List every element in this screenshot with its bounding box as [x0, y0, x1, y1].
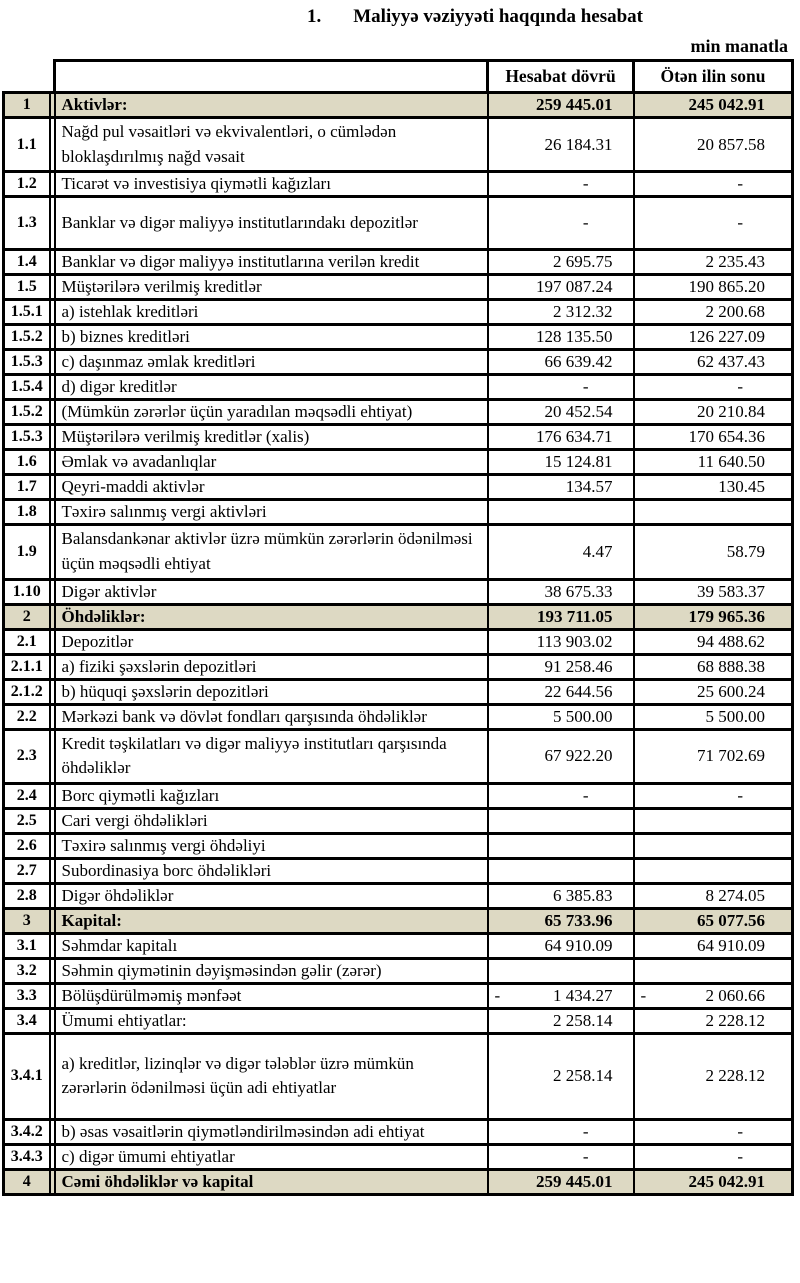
- table-row: [4, 629, 793, 654]
- value-period-cell: 2 258.14: [488, 1033, 634, 1119]
- row-number-cell: 1.1: [4, 118, 50, 172]
- column-header-period: Hesabat dövrü: [488, 61, 634, 93]
- value-period-cell: 15 124.81: [488, 450, 634, 475]
- value-period-cell: 134.57: [488, 475, 634, 500]
- value-period-cell: 20 452.54: [488, 400, 634, 425]
- row-label-cell: Ümumi ehtiyatlar:: [55, 1008, 488, 1033]
- row-number-cell: 1.5.3: [4, 425, 50, 450]
- table-row: [4, 1169, 793, 1194]
- row-label-cell: Təxirə salınmış vergi öhdəliyi: [55, 833, 488, 858]
- header-empty-number-cell: [4, 61, 50, 93]
- row-number-cell: 2.5: [4, 808, 50, 833]
- value-period-cell: 259 445.01: [488, 93, 634, 118]
- table-body: [4, 93, 793, 1195]
- table-row: [4, 450, 793, 475]
- table-row: [4, 1033, 793, 1119]
- value-period-cell: 193 711.05: [488, 604, 634, 629]
- value-prior-cell: [634, 858, 793, 883]
- row-number-cell: 1.9: [4, 525, 50, 579]
- row-number-cell: 1.7: [4, 475, 50, 500]
- row-number-cell: 1.5.1: [4, 300, 50, 325]
- value-prior-cell: 62 437.43: [634, 350, 793, 375]
- row-label-cell: Qeyri-maddi aktivlər: [55, 475, 488, 500]
- value-prior-cell: -: [634, 375, 793, 400]
- value-prior-cell: -: [634, 1144, 793, 1169]
- table-row: [4, 808, 793, 833]
- value-period-cell: 66 639.42: [488, 350, 634, 375]
- row-number-cell: 1.5.2: [4, 325, 50, 350]
- value-prior-cell: 39 583.37: [634, 579, 793, 604]
- value-period-cell: 176 634.71: [488, 425, 634, 450]
- table-row: [4, 983, 793, 1008]
- table-row: [4, 783, 793, 808]
- row-label-cell: Öhdəliklər:: [55, 604, 488, 629]
- value-period-cell: 2 312.32: [488, 300, 634, 325]
- row-number-cell: 2.1.1: [4, 654, 50, 679]
- value-period-cell: 38 675.33: [488, 579, 634, 604]
- value-prior-cell: 245 042.91: [634, 1169, 793, 1194]
- row-label-cell: Banklar və digər maliyyə institutlarındakı depozitlər: [55, 197, 488, 250]
- value-period-cell: [488, 500, 634, 525]
- value-prior-cell: 20 210.84: [634, 400, 793, 425]
- value-prior-cell: 5 500.00: [634, 704, 793, 729]
- row-label-cell: Səhmin qiymətinin dəyişməsindən gəlir (zərər): [55, 958, 488, 983]
- row-label-cell: b) biznes kreditləri: [55, 325, 488, 350]
- table-row: [4, 1119, 793, 1144]
- row-number-cell: 1.5.4: [4, 375, 50, 400]
- value-period-cell: -: [488, 172, 634, 197]
- table-row: [4, 908, 793, 933]
- table-row: [4, 325, 793, 350]
- row-number-cell: 2.1.2: [4, 679, 50, 704]
- table-row: [4, 475, 793, 500]
- row-number-cell: 2.4: [4, 783, 50, 808]
- row-label-cell: c) digər ümumi ehtiyatlar: [55, 1144, 488, 1169]
- value-prior-cell: 8 274.05: [634, 883, 793, 908]
- value-prior-cell: [634, 833, 793, 858]
- row-number-cell: 2.7: [4, 858, 50, 883]
- row-label-cell: Nağd pul vəsaitləri və ekvivalentləri, o cümlədən bloklaşdırılmış nağd vəsait: [55, 118, 488, 172]
- row-number-cell: 3.1: [4, 933, 50, 958]
- value-prior-cell: 179 965.36: [634, 604, 793, 629]
- negative-sign: -: [640, 985, 647, 1005]
- row-number-cell: 3.4: [4, 1008, 50, 1033]
- value-prior-cell: 190 865.20: [634, 275, 793, 300]
- value-period-cell: [488, 808, 634, 833]
- page-title: [0, 0, 800, 28]
- row-label-cell: Depozitlər: [55, 629, 488, 654]
- row-label-cell: Balansdankənar aktivlər üzrə mümkün zərərlərin ödənilməsi üçün məqsədli ehtiyat: [55, 525, 488, 579]
- table-row: [4, 525, 793, 579]
- row-number-cell: 1: [4, 93, 50, 118]
- table-row: [4, 425, 793, 450]
- row-number-cell: 1.5.3: [4, 350, 50, 375]
- row-label-cell: a) fiziki şəxslərin depozitləri: [55, 654, 488, 679]
- value-period-cell: 197 087.24: [488, 275, 634, 300]
- value-period-cell: 113 903.02: [488, 629, 634, 654]
- row-label-cell: b) hüquqi şəxslərin depozitləri: [55, 679, 488, 704]
- table-row: [4, 500, 793, 525]
- row-number-cell: 1.2: [4, 172, 50, 197]
- page-title-number: 1.: [306, 6, 322, 27]
- row-number-cell: 1.8: [4, 500, 50, 525]
- table-row: [4, 679, 793, 704]
- row-number-cell: 3.3: [4, 983, 50, 1008]
- table-row: [4, 1008, 793, 1033]
- value-prior-cell: 65 077.56: [634, 908, 793, 933]
- table-row: [4, 350, 793, 375]
- row-number-cell: 3.4.1: [4, 1033, 50, 1119]
- value-period-cell: 259 445.01: [488, 1169, 634, 1194]
- row-label-cell: Müştərilərə verilmiş kreditlər (xalis): [55, 425, 488, 450]
- row-label-cell: Səhmdar kapitalı: [55, 933, 488, 958]
- value-prior-cell: 94 488.62: [634, 629, 793, 654]
- row-number-cell: 3.2: [4, 958, 50, 983]
- row-label-cell: Cəmi öhdəliklər və kapital: [55, 1169, 488, 1194]
- financial-position-table: [2, 59, 794, 1196]
- table-row: [4, 933, 793, 958]
- table-row: [4, 118, 793, 172]
- row-label-cell: Digər öhdəliklər: [55, 883, 488, 908]
- value-period-cell: -: [488, 375, 634, 400]
- row-number-cell: 4: [4, 1169, 50, 1194]
- value-prior-cell: 245 042.91: [634, 93, 793, 118]
- value-prior-cell: 2 228.12: [634, 1008, 793, 1033]
- row-label-cell: Bölüşdürülməmiş mənfəət: [55, 983, 488, 1008]
- negative-sign: -: [494, 985, 501, 1005]
- value-prior-cell: 11 640.50: [634, 450, 793, 475]
- value-text: 1 434.27: [553, 985, 613, 1005]
- row-number-cell: 2.6: [4, 833, 50, 858]
- row-number-cell: 1.6: [4, 450, 50, 475]
- table-row: [4, 654, 793, 679]
- value-period-cell: [488, 858, 634, 883]
- table-row: [4, 400, 793, 425]
- row-label-cell: Digər aktivlər: [55, 579, 488, 604]
- value-prior-cell: 2 228.12: [634, 1033, 793, 1119]
- table-row: [4, 958, 793, 983]
- row-label-cell: Subordinasiya borc öhdəlikləri: [55, 858, 488, 883]
- row-label-cell: Kapital:: [55, 908, 488, 933]
- value-prior-cell: 2 200.68: [634, 300, 793, 325]
- value-text: 2 060.66: [705, 985, 765, 1005]
- table-row: [4, 275, 793, 300]
- row-label-cell: Borc qiymətli kağızları: [55, 783, 488, 808]
- value-prior-cell: [634, 983, 793, 1008]
- row-label-cell: Təxirə salınmış vergi aktivləri: [55, 500, 488, 525]
- value-period-cell: 2 695.75: [488, 250, 634, 275]
- row-number-cell: 1.5: [4, 275, 50, 300]
- value-period-cell: 2 258.14: [488, 1008, 634, 1033]
- table-row: [4, 604, 793, 629]
- value-period-cell: 22 644.56: [488, 679, 634, 704]
- value-period-cell: 4.47: [488, 525, 634, 579]
- row-number-cell: 1.3: [4, 197, 50, 250]
- value-period-cell: 64 910.09: [488, 933, 634, 958]
- row-label-cell: Cari vergi öhdəlikləri: [55, 808, 488, 833]
- table-header-row: [4, 61, 793, 93]
- value-prior-cell: 126 227.09: [634, 325, 793, 350]
- table-row: [4, 93, 793, 118]
- row-label-cell: a) kreditlər, lizinqlər və digər tələblər üzrə mümkün zərərlərin ödənilməsi üçün adi ehtiyatlar: [55, 1033, 488, 1119]
- row-number-cell: 3.4.3: [4, 1144, 50, 1169]
- value-period-cell: -: [488, 1144, 634, 1169]
- value-prior-cell: -: [634, 1119, 793, 1144]
- table-row: [4, 300, 793, 325]
- row-number-cell: 1.5.2: [4, 400, 50, 425]
- header-empty-label-cell: [55, 61, 488, 93]
- row-label-cell: Mərkəzi bank və dövlət fondları qarşısında öhdəliklər: [55, 704, 488, 729]
- value-prior-cell: -: [634, 783, 793, 808]
- value-period-cell: 67 922.20: [488, 729, 634, 783]
- unit-note: min manatla: [690, 36, 788, 56]
- table-row: [4, 1144, 793, 1169]
- value-prior-cell: -: [634, 172, 793, 197]
- value-prior-cell: 20 857.58: [634, 118, 793, 172]
- table-row: [4, 704, 793, 729]
- value-period-cell: 6 385.83: [488, 883, 634, 908]
- value-period-cell: -: [488, 783, 634, 808]
- value-period-cell: 65 733.96: [488, 908, 634, 933]
- table-row: [4, 172, 793, 197]
- value-prior-cell: 2 235.43: [634, 250, 793, 275]
- value-prior-cell: -: [634, 197, 793, 250]
- row-number-cell: 2: [4, 604, 50, 629]
- table-row: [4, 858, 793, 883]
- row-number-cell: 2.1: [4, 629, 50, 654]
- table-row: [4, 197, 793, 250]
- row-number-cell: 2.2: [4, 704, 50, 729]
- row-number-cell: 3.4.2: [4, 1119, 50, 1144]
- table-row: [4, 579, 793, 604]
- row-label-cell: d) digər kreditlər: [55, 375, 488, 400]
- value-period-cell: 91 258.46: [488, 654, 634, 679]
- value-prior-cell: 71 702.69: [634, 729, 793, 783]
- row-number-cell: 2.3: [4, 729, 50, 783]
- value-period-cell: [488, 958, 634, 983]
- table-row: [4, 729, 793, 783]
- value-prior-cell: 130.45: [634, 475, 793, 500]
- row-number-cell: 1.10: [4, 579, 50, 604]
- row-label-cell: Müştərilərə verilmiş kreditlər: [55, 275, 488, 300]
- row-label-cell: Kredit təşkilatları və digər maliyyə institutları qarşısında öhdəliklər: [55, 729, 488, 783]
- value-prior-cell: 25 600.24: [634, 679, 793, 704]
- value-prior-cell: 170 654.36: [634, 425, 793, 450]
- value-prior-cell: [634, 808, 793, 833]
- row-number-cell: 2.8: [4, 883, 50, 908]
- value-period-cell: -: [488, 197, 634, 250]
- value-period-cell: 26 184.31: [488, 118, 634, 172]
- row-label-cell: Aktivlər:: [55, 93, 488, 118]
- row-label-cell: c) daşınmaz əmlak kreditləri: [55, 350, 488, 375]
- table-row: [4, 250, 793, 275]
- value-prior-cell: [634, 500, 793, 525]
- value-period-cell: -: [488, 1119, 634, 1144]
- table-row: [4, 375, 793, 400]
- value-period-cell: 5 500.00: [488, 704, 634, 729]
- value-period-cell: [488, 833, 634, 858]
- value-prior-cell: 64 910.09: [634, 933, 793, 958]
- row-label-cell: (Mümkün zərərlər üçün yaradılan məqsədli ehtiyat): [55, 400, 488, 425]
- column-header-prior: Ötən ilin sonu: [634, 61, 793, 93]
- row-label-cell: Banklar və digər maliyyə institutlarına verilən kredit: [55, 250, 488, 275]
- row-label-cell: a) istehlak kreditləri: [55, 300, 488, 325]
- value-period-cell: [488, 983, 634, 1008]
- value-prior-cell: [634, 958, 793, 983]
- row-number-cell: 3: [4, 908, 50, 933]
- row-label-cell: Ticarət və investisiya qiymətli kağızları: [55, 172, 488, 197]
- row-label-cell: Əmlak və avadanlıqlar: [55, 450, 488, 475]
- value-prior-cell: 68 888.38: [634, 654, 793, 679]
- value-period-cell: 128 135.50: [488, 325, 634, 350]
- row-label-cell: b) əsas vəsaitlərin qiymətləndirilməsindən adi ehtiyat: [55, 1119, 488, 1144]
- value-prior-cell: 58.79: [634, 525, 793, 579]
- page-title-text: Maliyyə vəziyyəti haqqında hesabat: [353, 6, 643, 27]
- table-row: [4, 833, 793, 858]
- row-number-cell: 1.4: [4, 250, 50, 275]
- table-row: [4, 883, 793, 908]
